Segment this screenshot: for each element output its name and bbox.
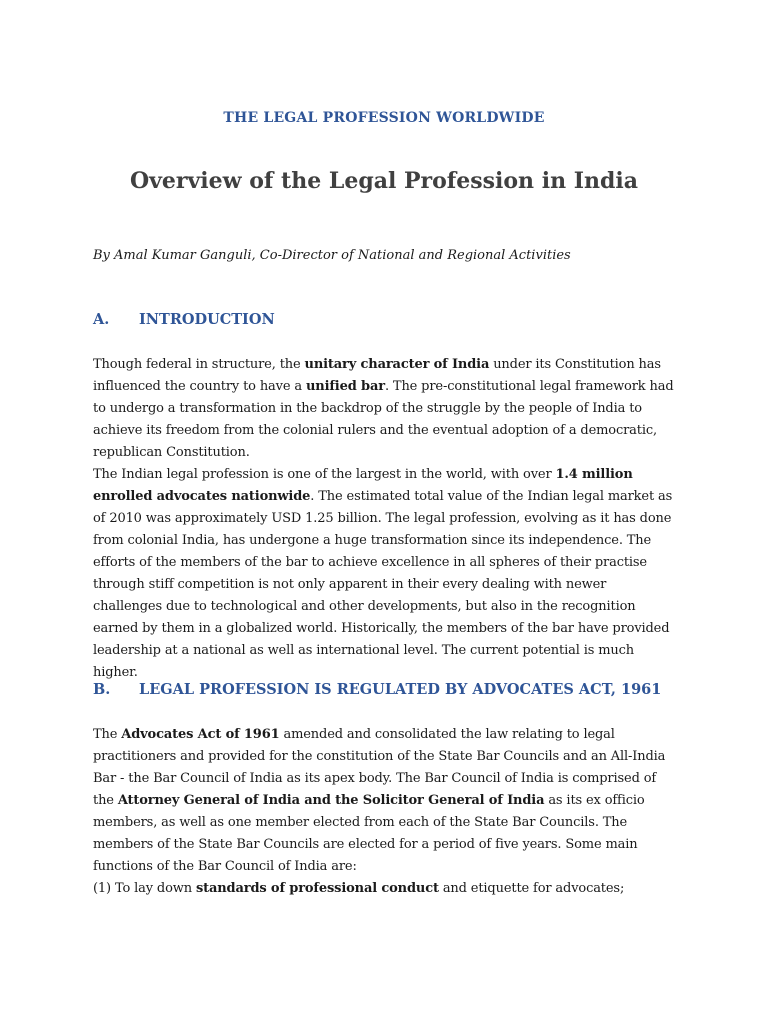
introduction-body [93,354,678,684]
text-run: as its ex officio members, as well as one member elected from each of the State Bar Councils. The members of the State Bar Councils are elected for a period of five years. Some main functions of the Bar Council of India are: [93,793,645,874]
author-byline: By Amal Kumar Ganguli, Co-Director of National and Regional Activities [93,248,571,263]
function-item-1 [93,878,678,900]
text-run: and etiquette for advocates; [438,881,625,896]
text-run: amended and consolidated the law relating to legal practitioners and provided for the constitution of the State Bar Councils and an All-India Bar - the Bar Council of India as its apex body. The Bar Council of India is comprised of the [93,727,666,808]
section-kicker: THE LEGAL PROFESSION WORLDWIDE [223,110,545,126]
text-run: The [93,727,122,742]
bold-term: unified bar [305,379,385,394]
intro-paragraph-2 [93,464,678,684]
page-title: Overview of the Legal Profession in India [129,168,639,194]
regulation-paragraph-1 [93,724,678,878]
text-run: (1) To lay down [93,881,196,896]
regulation-body [93,724,678,900]
bold-term: 1.4 million enrolled advocates nationwide [93,467,633,504]
intro-paragraph-1 [93,354,678,464]
text-run: under its Constitution has influenced the country to have a [93,357,661,394]
text-run: Though federal in structure, the [93,357,305,372]
section-b-heading [93,681,661,698]
section-a-heading [93,311,275,328]
text-run: . The pre-constitutional legal framework had to undergo a transformation in the backdrop of the struggle by the people of India to achieve its freedom from the colonial rulers and the eventual adoption of a democratic, republican Constitution. [93,379,674,460]
bold-term: Advocates Act of 1961 [121,727,280,742]
text-run: The Indian legal profession is one of the largest in the world, with over [93,467,556,482]
section-a-number: A. [93,311,110,328]
bold-term: standards of professional conduct [195,881,439,896]
bold-term: Attorney General of India and the Solicitor General of India [117,793,545,808]
section-b-title: LEGAL PROFESSION IS REGULATED BY ADVOCATES ACT, 1961 [139,681,662,698]
bold-term: unitary character of India [304,357,490,372]
section-b-number: B. [93,681,111,698]
text-run: . The estimated total value of the Indian legal market as of 2010 was approximately USD 1.25 billion. The legal profession, evolving as it has done from colonial India, has undergone a huge transformation since its independence. The efforts of the members of the bar to achieve excellence in all spheres of their practise through stiff competition is not only apparent in their every dealing with newer challenges due to technological and other developments, but also in the recognition earned by them in a globalized world. Historically, the members of the bar have provided leadership at a national as well as international level. The current potential is much higher. [93,489,673,680]
section-a-title: INTRODUCTION [139,311,275,328]
